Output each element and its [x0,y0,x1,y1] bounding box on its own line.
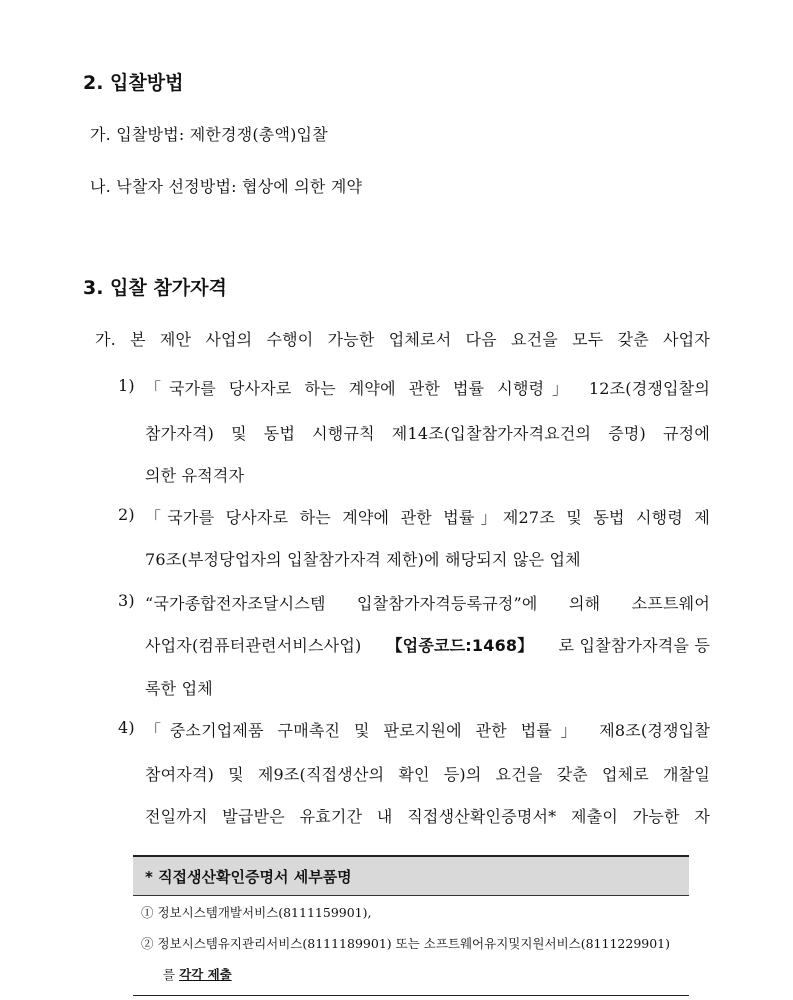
note-item-1: ① 정보시스템개발서비스(8111159901), [141,905,372,920]
note-box-bottom-rule [133,995,689,996]
note-item-2-continuation [163,965,232,983]
note-box-header [133,857,689,895]
req-3-line-1: “국가종합전자조달시스템 입찰참가자격등록규정”에 의해 소프트웨어 [145,594,710,613]
req-3-line-3: 록한 업체 [145,679,213,698]
section-2-item-a: 가. 입찰방법: 제한경쟁(총액)입찰 [90,125,328,144]
section-3-title: 3. 입찰 참가자격 [83,277,227,299]
note-box-divider [133,895,689,896]
section-3-intro: 가. 본 제안 사업의 수행이 가능한 업체로서 다음 요건을 모두 갖춘 사업자 [95,330,710,349]
req-2-line-2: 76조(부정당업자의 입찰참가자격 제한)에 해당되지 않은 업체 [145,550,581,569]
req-3-line-2-pre: 사업자(컴퓨터관련서비스사업) [145,636,362,655]
req-2-line-1: 「국가를 당사자로 하는 계약에 관한 법률」제27조 및 동법 시행령 제 [145,508,710,527]
req-1-number: 1) [118,376,135,395]
req-2-number: 2) [118,505,135,524]
section-2-item-b: 나. 낙찰자 선정방법: 협상에 의한 계약 [90,177,363,196]
req-4-line-1: 「중소기업제품 구매촉진 및 판로지원에 관한 법률」 제8조(경쟁입찰 [145,721,710,740]
note-box [133,855,689,997]
req-4-number: 4) [118,718,135,737]
note-item-2-cont-emphasis: 각각 제출 [179,967,232,982]
req-1-line-3: 의한 유적격자 [145,466,245,485]
req-1-line-1: 「국가를 당사자로 하는 계약에 관한 법률 시행령」 12조(경쟁입찰의 [145,379,710,398]
req-3-number: 3) [118,591,135,610]
req-1-line-2: 참가자격) 및 동법 시행규칙 제14조(입찰참가자격요건의 증명) 규정에 [145,424,710,443]
req-3-line-2 [145,633,710,656]
note-item-2-cont-pre: 를 [163,967,180,982]
section-2-title: 2. 입찰방법 [83,72,184,94]
industry-code-highlight: 【업종코드:1468】 [386,636,534,655]
req-4-line-2: 참여자격) 및 제9조(직접생산의 확인 등)의 요건을 갖춘 업체로 개찰일 [145,765,710,784]
note-item-2: ② 정보시스템유지관리서비스(8111189901) 또는 소프트웨어유지및지원서비스(8111229901) [141,936,671,951]
req-3-line-2-post: 로 입찰참가자격을 등 [558,636,710,655]
req-4-line-3: 전일까지 발급받은 유효기간 내 직접생산확인증명서* 제출이 가능한 자 [145,807,710,826]
note-box-header-text: * 직접생산확인증명서 세부품명 [145,868,352,886]
